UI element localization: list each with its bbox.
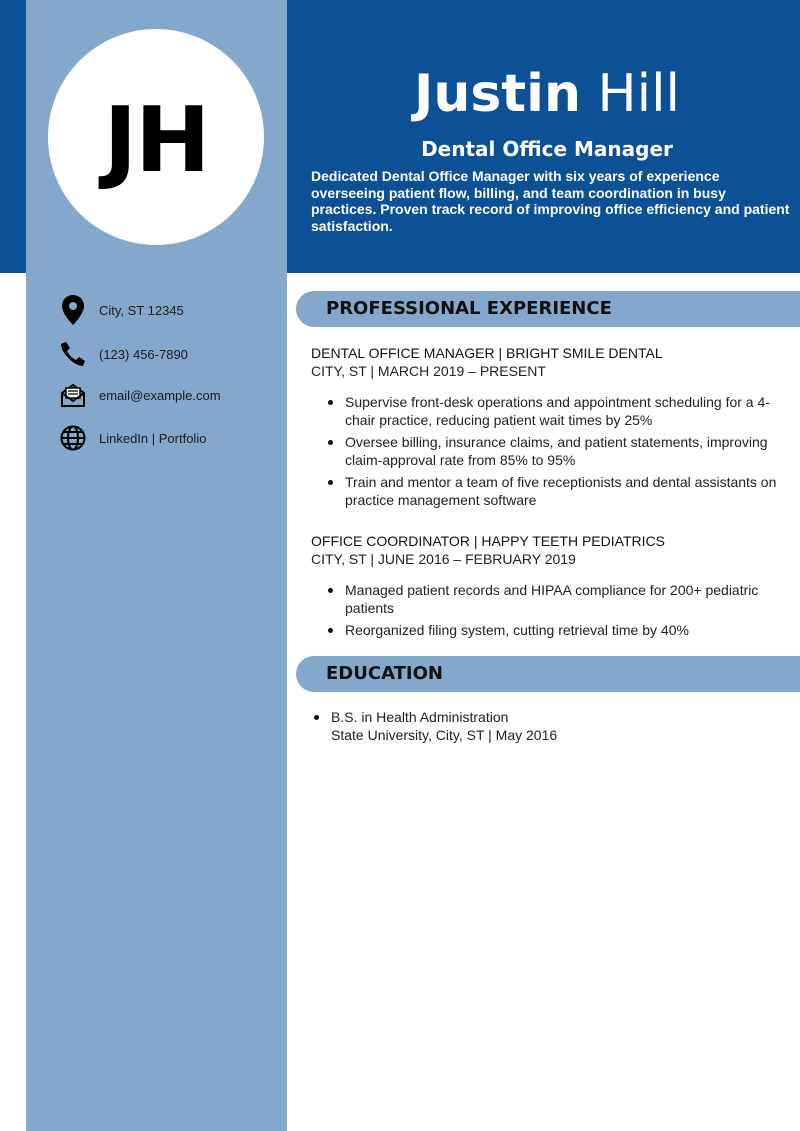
monogram-circle xyxy=(48,29,264,245)
list-item: Reorganized filing system, cutting retrieval time by 40% xyxy=(311,621,791,639)
bullet-dot xyxy=(314,715,319,720)
list-item: Oversee billing, insurance claims, and patient statements, improving claim-approval rate from 85% to 95% xyxy=(311,433,791,469)
education-degree: B.S. in Health Administration xyxy=(331,709,509,725)
first-name: Justin xyxy=(413,64,582,124)
education-entry xyxy=(311,708,791,744)
phone-text: (123) 456-7890 xyxy=(99,346,188,362)
list-item: Managed patient records and HIPAA compliance for 200+ pediatric patients xyxy=(311,581,791,617)
contact-phone xyxy=(58,343,283,365)
monogram: JH xyxy=(103,87,209,193)
job-2-subheading: CITY, ST | JUNE 2016 – FEBRUARY 2019 xyxy=(311,551,576,567)
phone-icon xyxy=(58,339,88,369)
address-text: City, ST 12345 xyxy=(99,302,184,318)
experience-section-header xyxy=(296,291,800,327)
email-text[interactable]: email@example.com xyxy=(99,387,221,403)
education-section-header xyxy=(296,656,800,692)
contact-email xyxy=(58,384,283,406)
education-details: State University, City, ST | May 2016 xyxy=(331,727,558,743)
experience-heading: PROFESSIONAL EXPERIENCE xyxy=(326,298,612,319)
list-item: Supervise front-desk operations and appointment scheduling for a 4-chair practice, reducing patient wait times by 25% xyxy=(311,393,791,429)
links-text[interactable]: LinkedIn | Portfolio xyxy=(99,430,207,446)
location-pin-icon xyxy=(58,295,88,325)
job-1-heading: DENTAL OFFICE MANAGER | BRIGHT SMILE DENTAL xyxy=(311,345,663,361)
list-item: Train and mentor a team of five receptionists and dental assistants on practice management software xyxy=(311,473,791,509)
globe-icon xyxy=(58,423,88,453)
summary: Dedicated Dental Office Manager with six years of experience overseeing patient flow, billing, and team coordination in busy practices. Proven track record of improving office efficiency and patient satisfaction. xyxy=(311,168,790,234)
job-1-bullets xyxy=(311,393,791,513)
envelope-icon xyxy=(58,380,88,410)
contact-links xyxy=(58,427,283,449)
contact-address xyxy=(58,299,283,321)
candidate-name xyxy=(300,62,794,126)
job-title: Dental Office Manager xyxy=(421,137,673,161)
last-name: Hill xyxy=(597,64,680,124)
job-1-subheading: CITY, ST | MARCH 2019 – PRESENT xyxy=(311,363,546,379)
job-2-bullets xyxy=(311,581,791,643)
job-2-heading: OFFICE COORDINATOR | HAPPY TEETH PEDIATRICS xyxy=(311,533,665,549)
education-heading: EDUCATION xyxy=(326,663,443,684)
